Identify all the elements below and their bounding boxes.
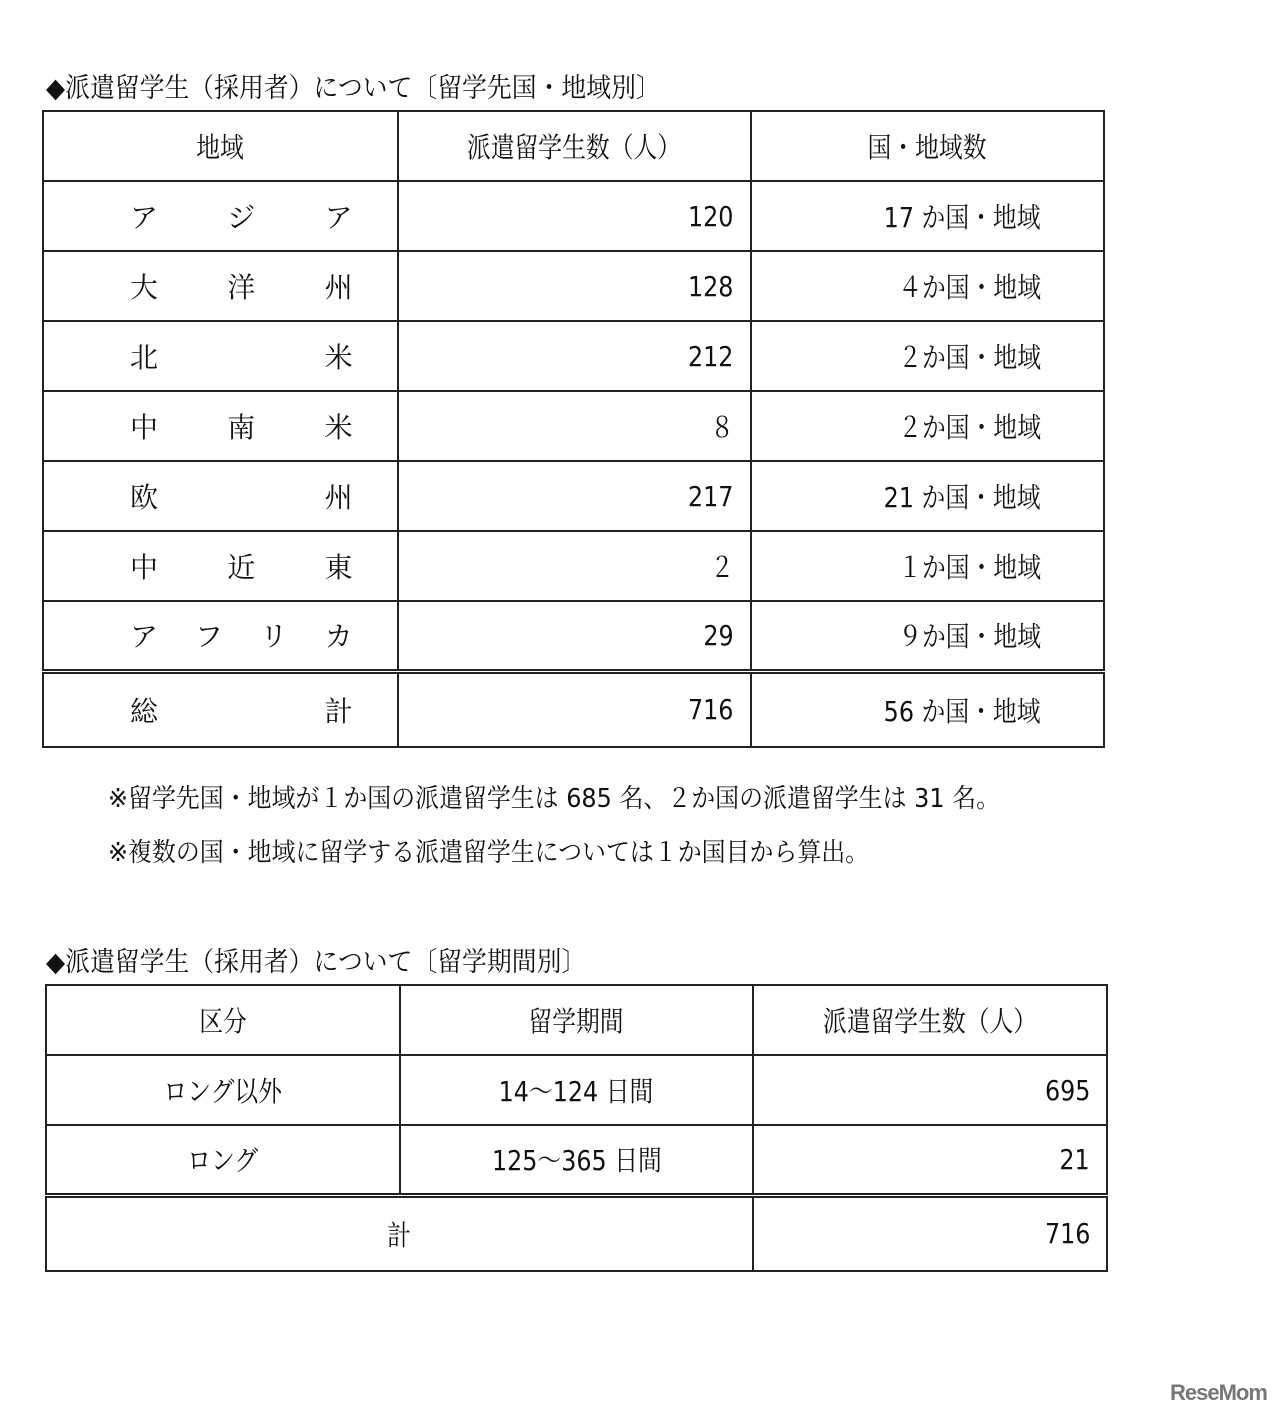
table-row [43, 461, 1104, 531]
students-cell: 217 [398, 461, 751, 531]
header-category: 区分 [46, 985, 400, 1055]
countries-cell: ２か国・地域 [751, 391, 1104, 461]
category-cell: ロング [46, 1125, 400, 1195]
region-cell: ア ジ ア [43, 181, 398, 251]
category-cell: ロング以外 [46, 1055, 400, 1125]
table-header-row [43, 111, 1104, 181]
students-cell: 21 [753, 1125, 1107, 1195]
table-by-region [42, 110, 1105, 748]
total-row [46, 1195, 1107, 1271]
countries-cell: 21 か国・地域 [751, 461, 1104, 531]
students-cell: ２ [398, 531, 751, 601]
table-row [46, 1125, 1107, 1195]
total-students-cell: 716 [398, 671, 751, 747]
section-title-by-region: ◆派遣留学生（採用者）について〔留学先国・地域別〕 [46, 73, 661, 104]
header-region: 地域 [43, 111, 398, 181]
total-countries-cell: 56 か国・地域 [751, 671, 1104, 747]
students-cell: ８ [398, 391, 751, 461]
resemom-logo: ReseMom [1170, 1380, 1267, 1405]
countries-cell: ２か国・地域 [751, 321, 1104, 391]
region-cell: ア フ リ カ [43, 601, 398, 671]
students-cell: 128 [398, 251, 751, 321]
table-row [43, 391, 1104, 461]
countries-cell: ４か国・地域 [751, 251, 1104, 321]
total-students-cell: 716 [753, 1195, 1107, 1271]
table-row [46, 1055, 1107, 1125]
period-cell: 125～365 日間 [400, 1125, 752, 1195]
region-cell: 欧 州 [43, 461, 398, 531]
section-title-by-period: ◆派遣留学生（採用者）について〔留学期間別〕 [46, 947, 587, 978]
students-cell: 29 [398, 601, 751, 671]
table-row [43, 601, 1104, 671]
header-countries: 国・地域数 [751, 111, 1104, 181]
region-cell: 北 米 [43, 321, 398, 391]
region-cell: 大 洋 州 [43, 251, 398, 321]
period-cell: 14～124 日間 [400, 1055, 752, 1125]
table-row [43, 251, 1104, 321]
countries-cell: １か国・地域 [751, 531, 1104, 601]
header-students: 派遣留学生数（人） [398, 111, 751, 181]
region-cell: 中 南 米 [43, 391, 398, 461]
table-row [43, 531, 1104, 601]
countries-cell: ９か国・地域 [751, 601, 1104, 671]
table-row [43, 321, 1104, 391]
header-students: 派遣留学生数（人） [753, 985, 1107, 1055]
region-cell: 中 近 東 [43, 531, 398, 601]
students-cell: 695 [753, 1055, 1107, 1125]
total-label-cell: 総 計 [43, 671, 398, 747]
note-1: ※留学先国・地域が１か国の派遣留学生は 685 名、２か国の派遣留学生は 31 名。 [108, 784, 1000, 814]
header-period: 留学期間 [400, 985, 752, 1055]
total-label-cell: 計 [46, 1195, 753, 1271]
students-cell: 120 [398, 181, 751, 251]
total-row [43, 671, 1104, 747]
table-header-row [46, 985, 1107, 1055]
table-by-period [45, 984, 1108, 1272]
countries-cell: 17 か国・地域 [751, 181, 1104, 251]
table-row [43, 181, 1104, 251]
students-cell: 212 [398, 321, 751, 391]
note-2: ※複数の国・地域に留学する派遣留学生については１か国目から算出。 [108, 838, 870, 868]
